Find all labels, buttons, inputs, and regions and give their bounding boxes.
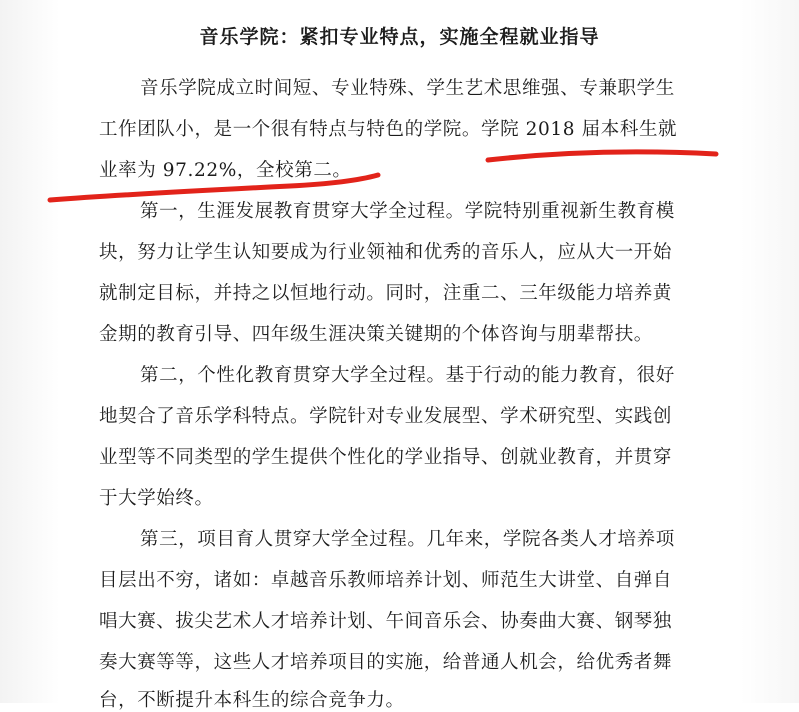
body-line: 第三，项目育人贯穿大学全过程。几年来，学院各类人才培养项 <box>140 529 675 550</box>
body-line: 唱大赛、拔尖艺术人才培养计划、午间音乐会、协奏曲大赛、钢琴独 <box>99 611 673 632</box>
body-line: 第二，个性化教育贯穿大学全过程。基于行动的能力教育，很好 <box>140 365 675 386</box>
body-line: 金期的教育引导、四年级生涯决策关键期的个体咨询与朋辈帮扶。 <box>99 324 653 345</box>
body-line: 第一，生涯发展教育贯穿大学全过程。学院特别重视新生教育模 <box>140 201 675 222</box>
body-line: 业型等不同类型的学生提供个性化的学业指导、创就业教育，并贯穿 <box>99 447 673 468</box>
body-line: 目层出不穷，诸如：卓越音乐教师培养计划、师范生大讲堂、自弹自 <box>99 570 673 591</box>
body-line: 音乐学院成立时间短、专业特殊、学生艺术思维强、专兼职学生 <box>140 78 675 99</box>
body-line: 奏大赛等等，这些人才培养项目的实施，给普通人机会，给优秀者舞 <box>99 652 673 673</box>
body-line: 业率为 97.22%，全校第二。 <box>99 160 352 181</box>
body-line: 台，不断提升本科生的综合竞争力。 <box>99 690 405 711</box>
body-line: 于大学始终。 <box>99 488 214 509</box>
body-line: 工作团队小，是一个很有特点与特色的学院。学院 2018 届本科生就 <box>99 119 678 140</box>
body-line: 就制定目标，并持之以恒地行动。同时，注重二、三年级能力培养黄 <box>99 283 673 304</box>
document-title: 音乐学院：紧扣专业特点，实施全程就业指导 <box>199 26 600 48</box>
body-line: 块，努力让学生认知要成为行业领袖和优秀的音乐人，应从大一开始 <box>99 242 673 263</box>
body-line: 地契合了音乐学科特点。学院针对专业发展型、学术研究型、实践创 <box>99 406 673 427</box>
